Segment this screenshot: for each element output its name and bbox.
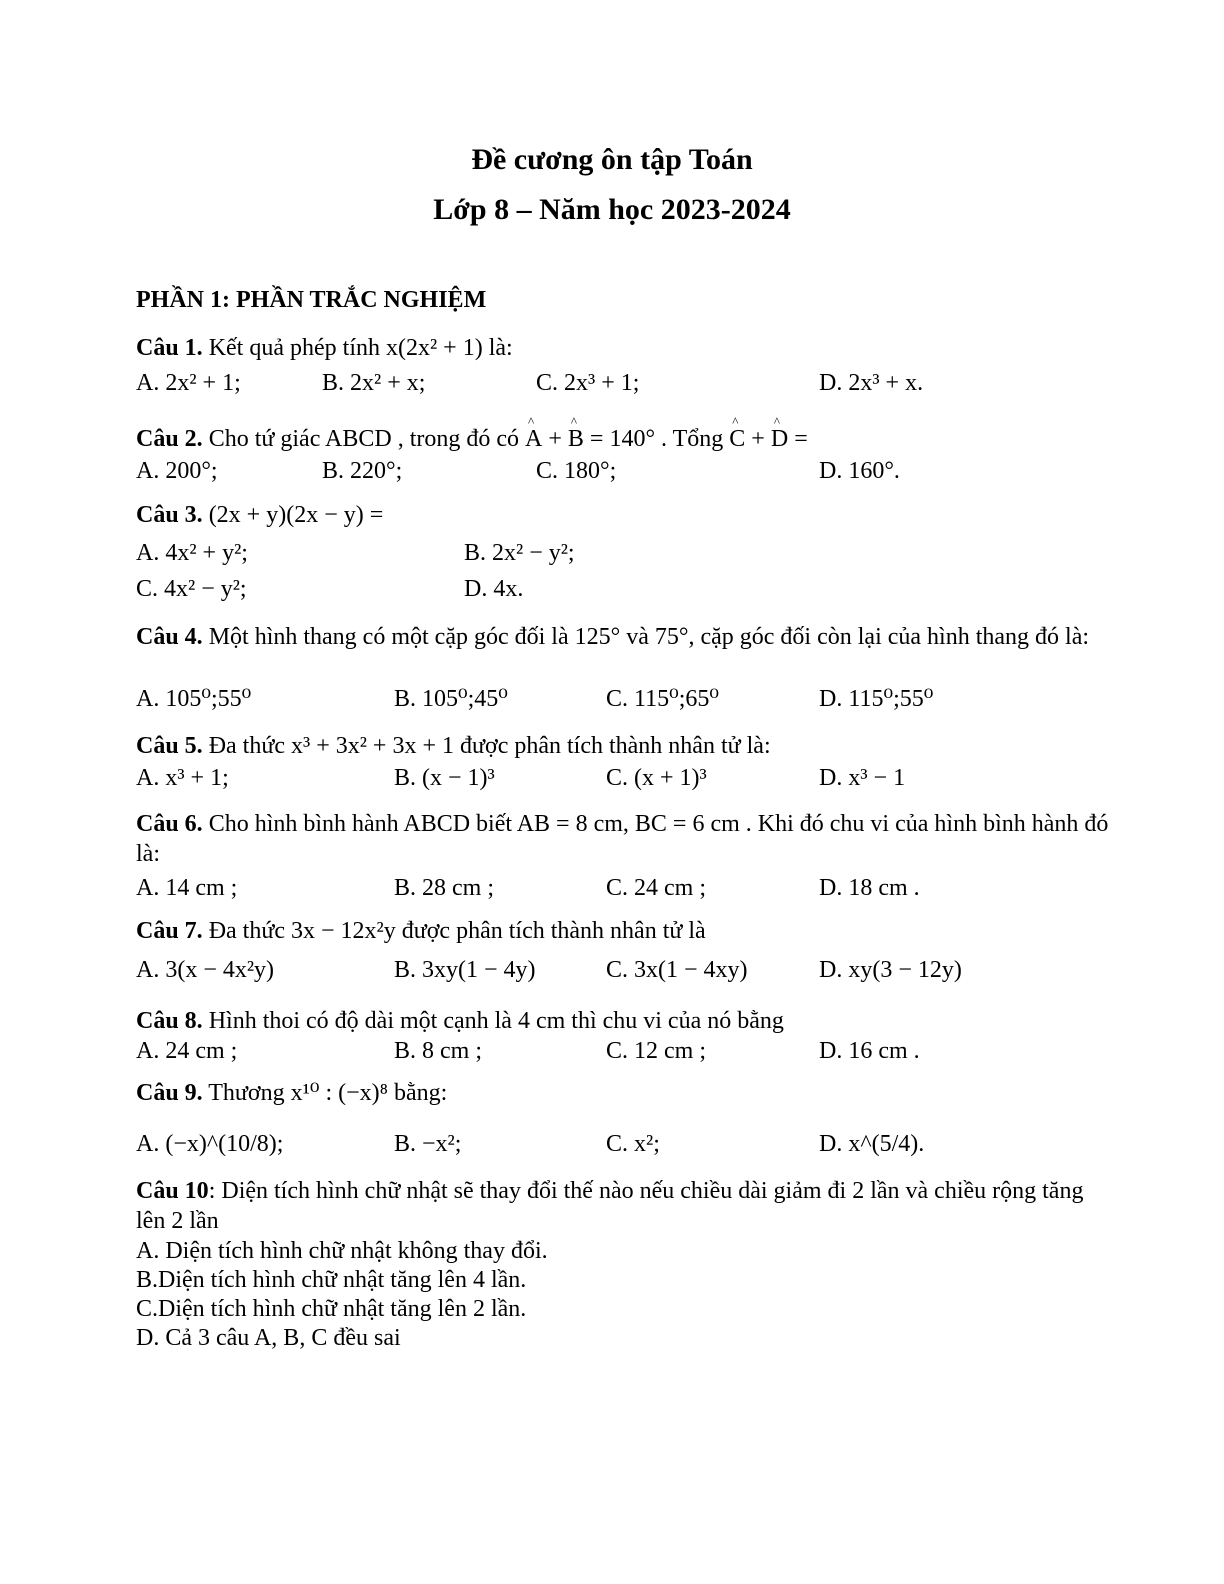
question-text: Cho tứ giác ABCD , trong đó có bbox=[208, 426, 520, 452]
question-text: Kết quả phép tính x(2x² + 1) là: bbox=[208, 335, 513, 361]
question-3-options-row1 bbox=[136, 538, 1116, 568]
question-label: Câu 8. bbox=[136, 1008, 203, 1034]
question-label: Câu 10 bbox=[136, 1178, 209, 1204]
question-6-options bbox=[136, 873, 1116, 903]
option-b: B. 2x² − y²; bbox=[464, 540, 575, 566]
option-b: B.Diện tích hình chữ nhật tăng lên 4 lần. bbox=[136, 1267, 527, 1293]
angle-a: ^ A bbox=[525, 424, 542, 454]
question-label: Câu 7. bbox=[136, 918, 203, 944]
option-a: A. 3(x − 4x²y) bbox=[136, 957, 275, 983]
question-text: Đa thức 3x − 12x²y được phân tích thành nhân tử là bbox=[208, 918, 706, 944]
question-4-options bbox=[136, 684, 1116, 714]
question-label: Câu 1. bbox=[136, 335, 203, 361]
question-8-options bbox=[136, 1036, 1116, 1066]
question-7 bbox=[136, 916, 1116, 946]
angle-c: ^ C bbox=[729, 424, 745, 454]
option-b: B. 8 cm ; bbox=[394, 1038, 482, 1064]
option-c: C.Diện tích hình chữ nhật tăng lên 2 lần. bbox=[136, 1296, 527, 1322]
option-d: D. 4x. bbox=[464, 576, 524, 602]
question-9 bbox=[136, 1078, 1116, 1108]
option-b: B. −x²; bbox=[394, 1131, 462, 1157]
option-a: A. 2x² + 1; bbox=[136, 370, 241, 396]
option-a: A. 105⁰;55⁰ bbox=[136, 686, 252, 712]
option-c: C. 2x³ + 1; bbox=[536, 370, 640, 396]
option-a: A. 24 cm ; bbox=[136, 1038, 238, 1064]
question-label: Câu 5. bbox=[136, 733, 203, 759]
option-d: D. Cả 3 câu A, B, C đều sai bbox=[136, 1325, 401, 1351]
question-9-options bbox=[136, 1129, 1116, 1159]
question-text: Hình thoi có độ dài một cạnh là 4 cm thì chu vi của nó bằng bbox=[208, 1008, 784, 1034]
option-b: B. 2x² + x; bbox=[322, 370, 426, 396]
option-a: A. 4x² + y²; bbox=[136, 540, 248, 566]
option-b: B. 28 cm ; bbox=[394, 875, 494, 901]
document-title: Đề cương ôn tập Toán bbox=[471, 143, 753, 176]
option-a: A. (−x)^(10/8); bbox=[136, 1131, 284, 1157]
option-b: B. 220°; bbox=[322, 458, 403, 484]
angle-b: ^ B bbox=[568, 424, 584, 454]
option-c: C. 180°; bbox=[536, 458, 617, 484]
option-c: C. 4x² − y²; bbox=[136, 576, 247, 602]
question-5 bbox=[136, 731, 1116, 761]
question-text: : Diện tích hình chữ nhật sẽ thay đổi thế nào nếu chiều dài giảm đi 2 lần và chiều rộng tăng lên 2 lần bbox=[136, 1178, 1084, 1234]
question-label: Câu 9. bbox=[136, 1080, 203, 1106]
option-b: B. (x − 1)³ bbox=[394, 765, 495, 791]
question-label: Câu 4. bbox=[136, 624, 203, 650]
question-5-options bbox=[136, 763, 1116, 793]
question-label: Câu 3. bbox=[136, 502, 203, 528]
option-d: D. xy(3 − 12y) bbox=[819, 957, 962, 983]
question-label: Câu 6. bbox=[136, 811, 203, 837]
option-a: A. 200°; bbox=[136, 458, 218, 484]
option-c: C. 24 cm ; bbox=[606, 875, 706, 901]
question-text: (2x + y)(2x − y) = bbox=[208, 502, 384, 528]
option-c: C. 12 cm ; bbox=[606, 1038, 706, 1064]
option-a: A. x³ + 1; bbox=[136, 765, 229, 791]
question-8 bbox=[136, 1006, 1116, 1036]
question-7-options bbox=[136, 955, 1116, 985]
option-d: D. x^(5/4). bbox=[819, 1131, 925, 1157]
question-3-options-row2 bbox=[136, 574, 1116, 604]
option-b: B. 3xy(1 − 4y) bbox=[394, 957, 536, 983]
question-2: Câu 2. Cho tứ giác ABCD , trong đó có ^ A + ^ B = 140° . Tổng ^ C + ^ D = bbox=[136, 424, 1116, 454]
angle-d: ^ D bbox=[771, 424, 788, 454]
question-text: Cho hình bình hành ABCD biết AB = 8 cm, BC = 6 cm . Khi đó chu vi của hình bình hành đó là: bbox=[136, 811, 1109, 867]
question-1-options bbox=[136, 368, 1116, 398]
option-d: D. 160°. bbox=[819, 458, 900, 484]
question-label: Câu 2. bbox=[136, 426, 203, 452]
question-10 bbox=[136, 1176, 1116, 1236]
question-text: Một hình thang có một cặp góc đối là 125° và 75°, cặp góc đối còn lại của hình thang đó là: bbox=[208, 624, 1090, 650]
option-c: C. 115⁰;65⁰ bbox=[606, 686, 720, 712]
option-d: D. 2x³ + x. bbox=[819, 370, 924, 396]
option-d: D. 18 cm . bbox=[819, 875, 920, 901]
option-c: C. (x + 1)³ bbox=[606, 765, 707, 791]
question-4 bbox=[136, 622, 1116, 652]
question-text: = bbox=[794, 426, 808, 452]
question-text: Thương x¹⁰ : (−x)⁸ bằng: bbox=[208, 1080, 448, 1106]
question-text: = 140° . Tổng bbox=[589, 426, 724, 452]
question-1 bbox=[136, 333, 1116, 363]
document-subtitle: Lớp 8 – Năm học 2023-2024 bbox=[433, 193, 791, 226]
option-d: D. 16 cm . bbox=[819, 1038, 920, 1064]
option-a: A. 14 cm ; bbox=[136, 875, 238, 901]
question-3 bbox=[136, 500, 1116, 530]
option-d: D. 115⁰;55⁰ bbox=[819, 686, 934, 712]
question-6 bbox=[136, 809, 1116, 869]
question-text: Đa thức x³ + 3x² + 3x + 1 được phân tích thành nhân tử là: bbox=[208, 733, 771, 759]
option-b: B. 105⁰;45⁰ bbox=[394, 686, 508, 712]
option-c: C. 3x(1 − 4xy) bbox=[606, 957, 748, 983]
option-c: C. x²; bbox=[606, 1131, 660, 1157]
section-heading: PHẦN 1: PHẦN TRẮC NGHIỆM bbox=[136, 287, 487, 313]
question-2-options bbox=[136, 456, 1116, 486]
option-d: D. x³ − 1 bbox=[819, 765, 906, 791]
option-a: A. Diện tích hình chữ nhật không thay đổi. bbox=[136, 1238, 548, 1264]
